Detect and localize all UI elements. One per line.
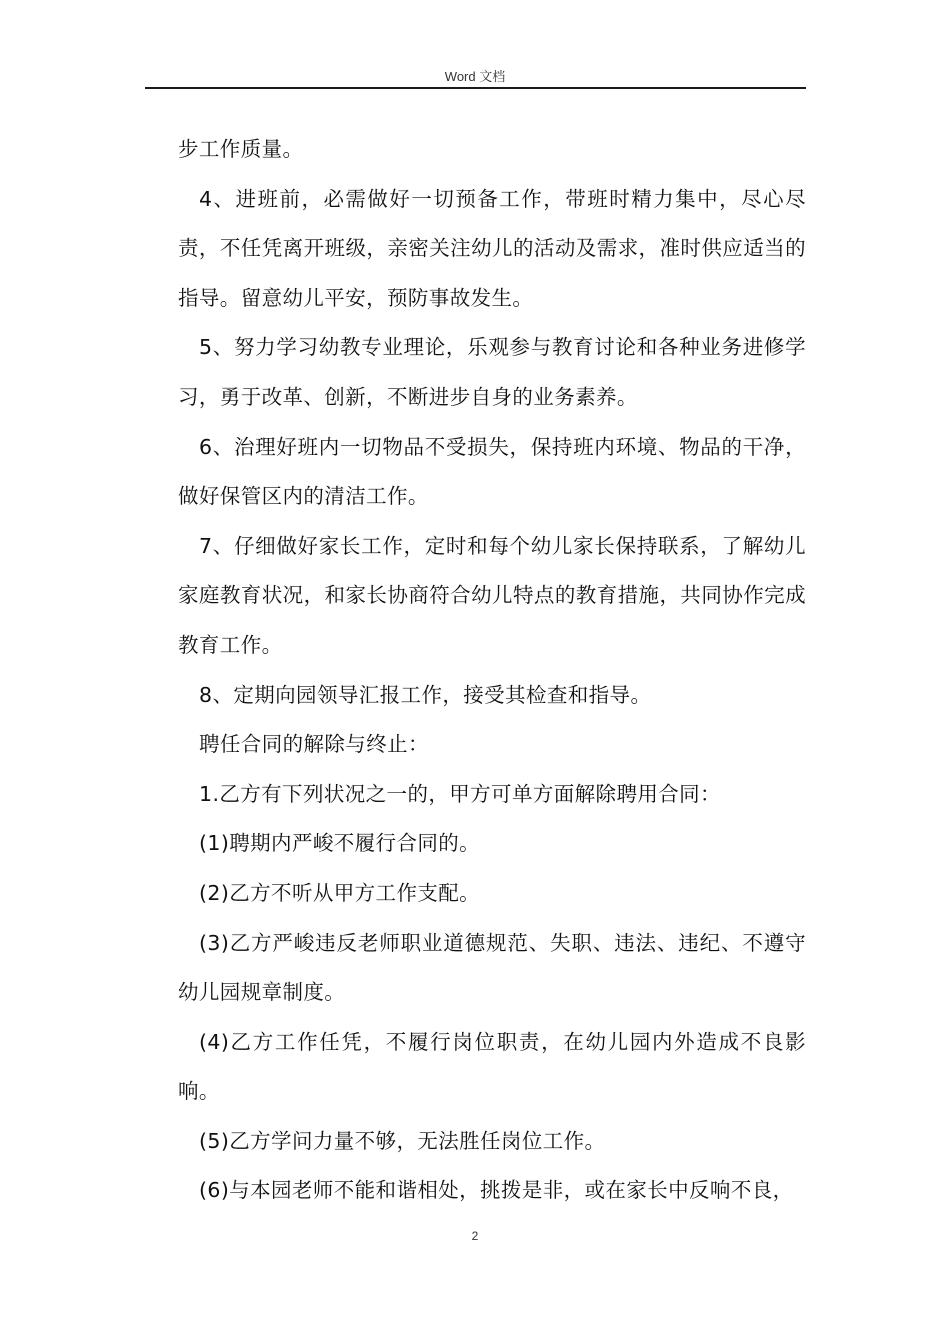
paragraph: (4)乙方工作任凭，不履行岗位职责，在幼儿园内外造成不良影响。: [178, 1029, 806, 1104]
paragraph: 8、定期向园领导汇报工作，接受其检查和指导。: [199, 682, 652, 707]
paragraph: 7、仔细做好家长工作，定时和每个幼儿家长保持联系，了解幼儿家庭教育状况，和家长协商符合幼儿特点的教育措施，共同协作完成教育工作。: [178, 533, 806, 657]
header-title: Word 文档: [444, 69, 506, 84]
paragraph: (3)乙方严峻违反老师职业道德规范、失职、违法、违纪、不遵守幼儿园规章制度。: [178, 930, 806, 1005]
paragraph: 5、努力学习幼教专业理论，乐观参与教育讨论和各种业务进修学习，勇于改革、创新，不断进步自身的业务素养。: [178, 335, 806, 409]
paragraph: (1)聘期内严峻不履行合同的。: [199, 831, 481, 856]
paragraph: 1.乙方有下列状况之一的，甲方可单方面解除聘用合同：: [199, 781, 721, 806]
paragraph: 步工作质量。: [178, 137, 304, 161]
paragraph: 聘任合同的解除与终止：: [199, 732, 429, 757]
paragraph: (5)乙方学问力量不够，无法胜任岗位工作。: [199, 1128, 606, 1153]
document-body: [178, 125, 806, 1216]
paragraph: (2)乙方不听从甲方工作支配。: [199, 880, 481, 905]
page-number: 2: [471, 1229, 479, 1243]
paragraph: 6、治理好班内一切物品不受损失，保持班内环境、物品的干净，做好保管区内的清洁工作。: [178, 434, 806, 509]
paragraph: (6)与本园老师不能和谐相处，挑拨是非，或在家长中反响不良，: [199, 1178, 794, 1203]
paragraph: 4、进班前，必需做好一切预备工作，带班时精力集中，尽心尽责，不任凭离开班级，亲密关注幼儿的活动及需求，准时供应适当的指导。留意幼儿平安，预防事故发生。: [178, 186, 806, 310]
header-divider: [145, 87, 806, 89]
